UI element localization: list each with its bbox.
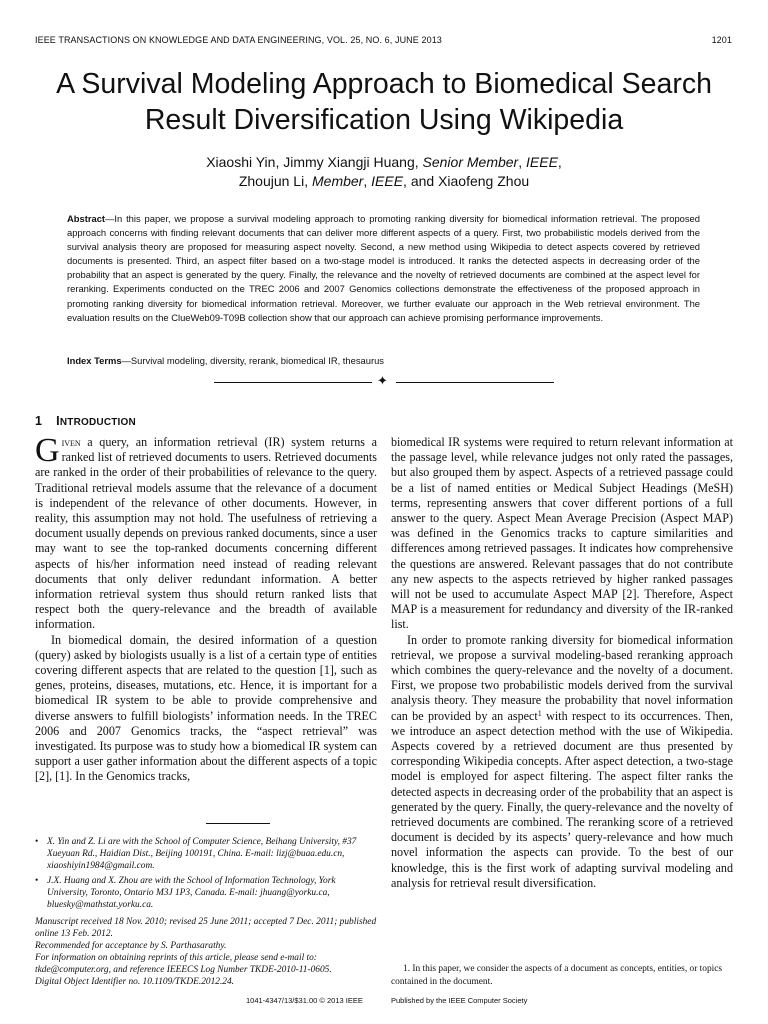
footnote-marker: 1 <box>537 708 542 718</box>
reprint-info: For information on obtaining reprints of this article, please send e-mail to: tkde@computer.org, and reference IEEECS Log Number TKDE-2010-11-0605. <box>35 953 332 975</box>
section-title-rest: NTRODUCTION <box>59 417 136 428</box>
manuscript-history: Manuscript received 18 Nov. 2010; revised 25 June 2011; accepted 7 Dec. 2011; published online 13 Feb. 2012. <box>35 917 377 939</box>
journal-citation: IEEE TRANSACTIONS ON KNOWLEDGE AND DATA ENGINEERING, VOL. 25, NO. 6, JUNE 2013 <box>35 35 442 45</box>
paragraph: biomedical IR systems were required to return relevant information at the passage level, while relevance judges not only rated the passages, but also grouped them by aspect. Aspects of a retrieved passage could be a list of named entities or Medical Subject Headings (MeSH) terms, representing answers that cover different portions of a full answer to the query. Aspect Mean Average Precision (Aspect MAP) was defined in the Genomics tracks to capture similarities and differences among retrieved passages. It indicates how comprehensive the questions are answered. Relevant passages that do not contribute any new aspects to the aspects retrieved by higher ranked passages will not be used to accumulate Aspect MAP [2]. Therefore, Aspect MAP is a measurement for redundancy and diversity of the IR-ranked list. <box>391 435 733 632</box>
doi: Digital Object Identifier no. 10.1109/TKDE.2012.24. <box>35 977 235 987</box>
body-column-left <box>35 432 377 785</box>
drop-cap: G <box>35 432 60 469</box>
separator-diamond-icon: ✦ <box>377 373 388 388</box>
author-list <box>0 153 768 191</box>
abstract-label: Abstract <box>67 213 106 224</box>
paper-title: A Survival Modeling Approach to Biomedical Search Result Diversification Using Wikipedia <box>56 68 712 136</box>
paragraph: In order to promote ranking diversity for biomedical information retrieval, we propose a survival modeling-based reranking approach which combines the query-relevance and the novelty of a document. First, we propose two probabilistic models derived from the survival analysis theory. They measure the probability that novel information can be provided by an aspect$^1$ with respect to its occurrences. Then, we introduce an aspect detection method with the use of Wikipedia. Aspects covered by a retrieved document are thus presented by corresponding Wikipedia concepts. After aspect detection, a two-stage model is employed for aspect filtering. The aspect filter ranks the detected aspects in decreasing order of the probability that an aspect is generated by the query. Finally, the query-relevance and the novelty of retrieved documents are combined. The reranking score of a retrieved document is decided by its aspects’ query-relevance and how much novel information the aspects can provide. To the best of our knowledge, this is the first work of adapting survival modeling and analysis for retrieval result diversification. <box>391 632 734 890</box>
bullet-icon: • <box>35 837 39 847</box>
footer-issn: 1041-4347/13/$31.00 © 2013 IEEE <box>246 996 363 1005</box>
author-line-2: Zhoujun Li, Member, IEEE, and Xiaofeng Zhou <box>238 173 530 189</box>
footer-publisher: Published by the IEEE Computer Society <box>391 996 528 1005</box>
footnote-aspects: 1. In this paper, we consider the aspects of a document as concepts, entities, or topics contained in the document. <box>391 964 723 987</box>
footnote-item: • J.X. Huang and X. Zhou are with the School of Information Technology, York University, Toronto, Ontario M3J 1P3, Canada. E-mail: jhuang@yorku.ca, bluesky@mathstat.yorku.ca. <box>35 876 336 910</box>
paragraph: Given a query, an information retrieval (IR) system returns a ranked list of retrieved documents to users. Retrieved documents are ranked in the order of their probabilities of relevance to the query. Traditional retrieval models assume that the relevance of a document is independent of the relevance of other documents. However, in reality, this assumption may not hold. The usefulness of retrieving a document usually depends on previous ranked documents, since a user may want to see the top-ranked documents concerning different aspects of his/her information need instead of reading relevant documents that only deliver redundant information. A better information retrieval system thus should return ranked lists that respect both the query-relevance and the breadth of available information. <box>35 432 377 632</box>
page-number: 1201 <box>711 35 732 45</box>
index-terms <box>67 354 700 368</box>
recommended-by: Recommended for acceptance by S. Parthasarathy. <box>35 941 227 951</box>
separator-rule-right <box>396 382 554 383</box>
index-terms-label: Index Terms <box>67 355 122 366</box>
affiliation-footnotes <box>35 836 377 988</box>
footnote-rule <box>206 823 270 824</box>
section-title-initial: I <box>56 414 60 428</box>
body-column-right <box>391 435 733 891</box>
bullet-icon: • <box>35 876 39 886</box>
section-number: 1 <box>35 414 43 428</box>
paragraph: In biomedical domain, the desired information of a question (query) asked by biologists usually is a list of a certain type of entities covering different aspects that are related to the question [1], such as genes, proteins, diseases, mutations, etc. Hence, it is important for a biomedical IR system to be able to provide comprehensive and diverse answers to fulfill biologists’ information needs. In the TREC 2006 and 2007 Genomics tracks, the “aspect retrieval” was investigated. Its purpose was to study how a biomedical IR system can support a user gather information about the different aspects of a topic [2], [1]. In the Genomics tracks, <box>35 632 377 784</box>
abstract <box>67 212 700 325</box>
separator-rule-left <box>214 382 372 383</box>
index-terms-text: —Survival modeling, diversity, rerank, biomedical IR, thesaurus <box>121 355 384 366</box>
author-line-1: Xiaoshi Yin, Jimmy Xiangji Huang, Senior Member, IEEE, <box>206 154 562 170</box>
abstract-text: —In this paper, we propose a survival modeling approach to promoting ranking diversity for biomedical information retrieval. The proposed approach concerns with finding relevant documents that can deliver more different aspects of a query. First, two probabilistic models derived from the survival analysis theory are proposed for measuring aspect novelty. Second, a new method using Wikipedia to detect aspects covered by retrieved documents is presented. Third, an aspect filter based on a two-stage model is introduced. It ranks the detected aspects in decreasing order of the probability that an aspect is generated by the query. Finally, the relevance and the novelty of retrieved documents are combined at the aspect level for reranking. Experiments conducted on the TREC 2006 and 2007 Genomics collections demonstrate the effectiveness of the proposed approach in promoting ranking diversity for biomedical information retrieval. Moreover, we further evaluate our approach in the Web retrieval environment. The evaluation results on the ClueWeb09-T09B collection show that our approach can achieve promising performance improvements. <box>67 213 700 323</box>
section-heading <box>35 414 136 428</box>
footnote-item: • X. Yin and Z. Li are with the School of Computer Science, Beihang University, #37 Xueyuan Rd., Haidian Dist., Beijing 100191, China. E-mail: lizj@buaa.edu.cn, xiaoshiyin1984@gmail.com. <box>35 837 357 871</box>
